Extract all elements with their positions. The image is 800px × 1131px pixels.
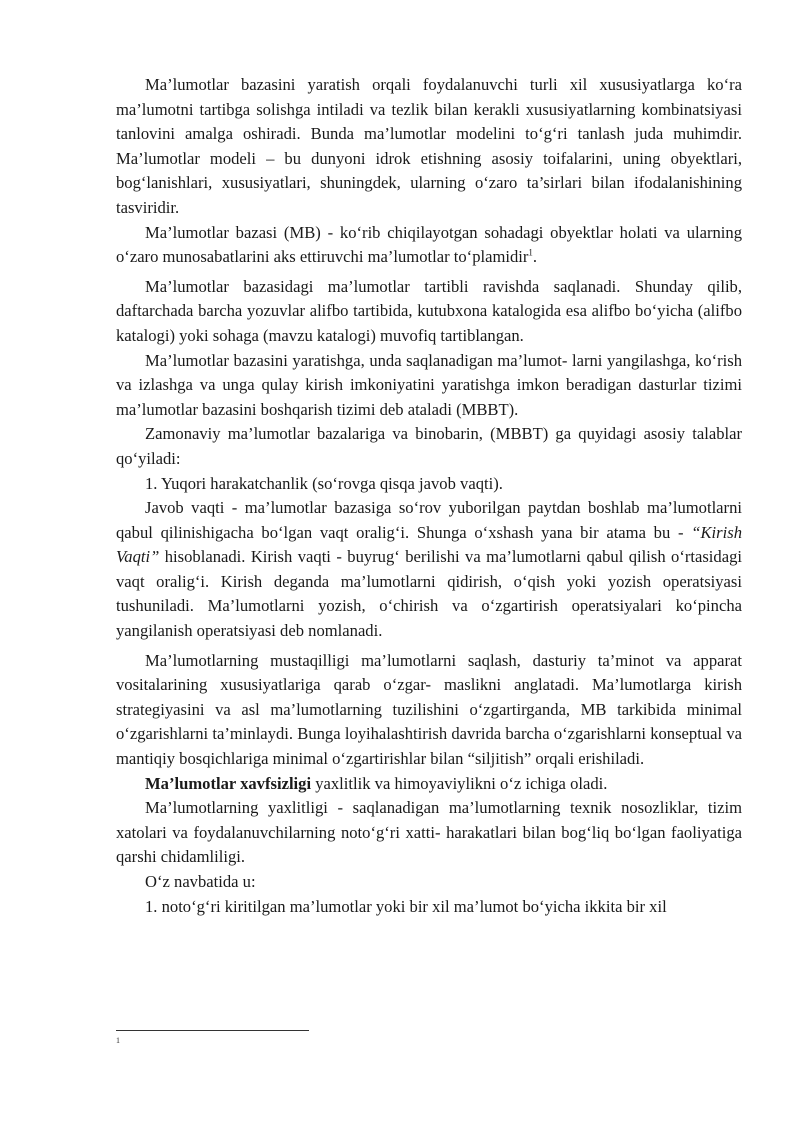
paragraph-in-turn: O‘z navbatida u: xyxy=(145,872,256,891)
paragraph-db-definition-text: Ma’lumotlar bazasi (MB) - ko‘rib chiqilayotgan sohadagi obyektlar holati va ularning o‘zaro munosabatlarini aks ettiruvchi ma’lumotlar to‘plamidir xyxy=(116,222,742,267)
paragraph-data-security xyxy=(116,772,742,797)
paragraph-ordered-storage: Ma’lumotlar bazasidagi ma’lumotlar tartibli ravishda saqlanadi. Shunday qilib, daftarchada barcha yozuvlar alifbo tartibida, kutubxona katalogida esa alifbo bo‘yicha (alifbo katalogi) yoki sohaga (mavzu katalogi) muvofiq tartiblangan. xyxy=(116,276,742,345)
paragraph-dbms-definition: Ma’lumotlar bazasini yaratishga, unda saqlanadigan ma’lumot- larni yangilashga, ko‘rish va izlashga va unga qulay kirish imkoniyatini yaratishga imkon beradigan dasturlar tizimi ma’lumotlar bazasini boshqarish tizimi deb ataladi (MBBT). xyxy=(116,350,742,419)
paragraph-requirements-intro: Zamonaviy ma’lumotlar bazalariga va binobarin, (MBBT) ga quyidagi asosiy talablar qo‘yiladi: xyxy=(116,424,742,468)
paragraph-data-independence: Ma’lumotlarning mustaqilligi ma’lumotlarni saqlash, dasturiy ta’minot va apparat vositalarining xususiyatlariga qarab o‘zgar- maslikni anglatadi. Ma’lumotlarga kirish strategiyasini va asl ma’lumotlarning tuzilishini o‘zgartirganda, MB tarkibida minimal o‘zgarishlarni ta’minlaydi. Bunga loyihalashtirish davrida barcha o‘zgarishlarni konseptual va mantiqiy bosqichlariga minimal o‘zgartirishlar bilan “siljitish” orqali erishiladi. xyxy=(116,650,742,769)
document-body xyxy=(116,73,742,919)
response-time-text-a: Javob vaqti - ma’lumotlar bazasiga so‘rov yuborilgan paytdan boshlab ma’lumotlarni qabul qilinishigacha bo‘lgan vaqt oralig‘i. Shunga o‘xshash yana bir atama bu - xyxy=(116,498,742,542)
list-item-incorrect-data: 1. noto‘g‘ri kiritilgan ma’lumotlar yoki bir xil ma’lumot bo‘yicha ikkita bir xil xyxy=(145,896,667,916)
footnote-separator xyxy=(116,1030,309,1031)
paragraph-data-integrity: Ma’lumotlarning yaxlitligi - saqlanadigan ma’lumotlarning texnik nosozliklar, tizim xatolari va foydalanuvchilarning noto‘g‘ri xatti- harakatlari bilan bog‘liq bo‘lgan faoliyatiga qarshi chidamliligi. xyxy=(116,798,742,867)
list-item-performance: 1. Yuqori harakatchanlik (so‘rovga qisqa javob vaqti). xyxy=(145,473,503,493)
access-time-term: “Kirish Vaqti” xyxy=(116,522,742,567)
paragraph-db-definition xyxy=(116,221,742,270)
paragraph-response-time xyxy=(116,496,742,644)
paragraph-db-definition-end: . xyxy=(532,247,538,267)
paragraph-data-model: Ma’lumotlar bazasini yaratish orqali foydalanuvchi turli xil xususiyatlarga ko‘ra ma’lumotni tartibga solishga intiladi va tezlik bilan kerakli xususiyatlarning kombinatsiyasi tanlovini amalga oshiradi. Bunda ma’lumotlar modelini to‘g‘ri tanlash juda muhimdir. Ma’lumotlar modeli – bu dunyoni idrok etishning asosiy toifalarini, uning obyektlari, bog‘lanishlari, xususiyatlari, shuningdek, ularning o‘zaro ta’sirlari bilan ifodalanishining tasviridir. xyxy=(116,75,742,217)
data-security-term: Ma’lumotlar xavfsizligi xyxy=(145,773,312,793)
footnote-mark: 1 xyxy=(116,1036,120,1045)
response-time-text-b: hisoblanadi. Kirish vaqti - buyrug‘ berilishi va ma’lumotlarni qabul qilish o‘rtasidagi vaqt oralig‘i. Kirish deganda ma’lumotlarni qidirish, o‘qish yoki yozish operatsiyasi tushuniladi. Ma’lumotlarni yozish, o‘chirish va o‘zgartirish operatsiyalari ko‘pincha yangilanish operatsiyasi deb nomlanadi. xyxy=(116,547,742,641)
data-security-text: yaxlitlik va himoyaviylikni o‘z ichiga oladi. xyxy=(311,773,608,793)
footnote-reference[interactable]: 1 xyxy=(528,247,533,258)
